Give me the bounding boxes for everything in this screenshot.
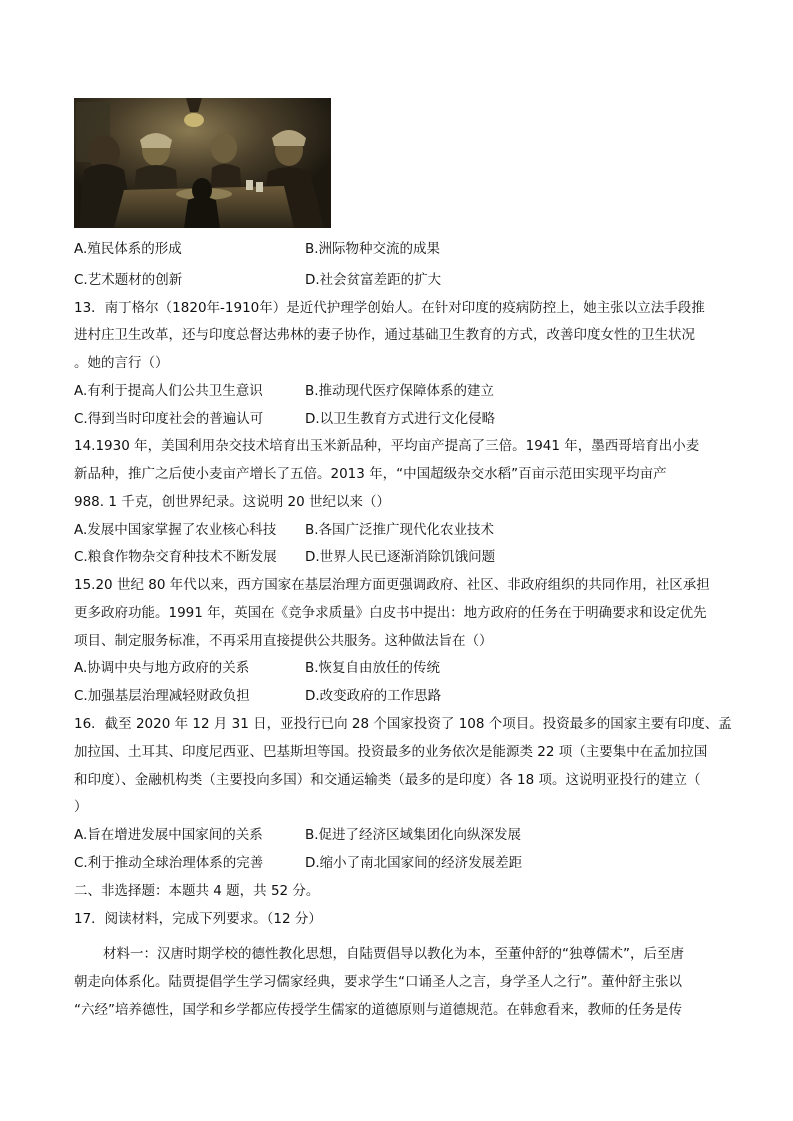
q16-stem-line-1: 16．截至 2020 年 12 月 31 日，亚投行已向 28 个国家投资了 108 个项目。投资最多的国家主要有印度、孟 [74,716,732,732]
q17-material-line-2: 朝走向体系化。陆贾提倡学生学习儒家经典，要求学生“口诵圣人之言，身学圣人之行”。董仲舒主张以 [74,974,682,990]
q16-stem-line-4: ） [74,799,88,815]
q13-option-c: C.得到当时印度社会的普遍认可 [74,411,264,427]
q12-option-a: A.殖民体系的形成 [74,241,182,257]
q13-option-a: A.有利于提高人们公共卫生意识 [74,383,263,399]
q16-option-c: C.利于推动全球治理体系的完善 [74,855,264,871]
q15-stem-line-1: 15.20 世纪 80 年代以来，西方国家在基层治理方面更强调政府、社区、非政府组织的共同作用，社区承担 [74,577,710,593]
section-2-heading: 二、非选择题：本题共 4 题，共 52 分。 [74,883,320,899]
q16-stem-line-3: 和印度）、金融机构类（主要投向多国）和交通运输类（最多的是印度）各 18 项。这说明亚投行的建立（ [74,772,701,788]
q14-stem-line-3: 988. 1 千克，创世界纪录。这说明 20 世纪以来（） [74,494,390,510]
q15-stem-line-3: 项目、制定服务标准，不再采用直接提供公共服务。这种做法旨在（） [74,633,493,649]
q15-option-a: A.协调中央与地方政府的关系 [74,660,250,676]
painting-image [74,98,331,228]
q15-stem-line-2: 更多政府功能。1991 年，英国在《竞争求质量》白皮书中提出：地方政府的任务在于明确要求和设定优先 [74,605,707,621]
q17-material-line-1: 材料一：汉唐时期学校的德性教化思想，自陆贾倡导以教化为本，至董仲舒的“独尊儒术”，后至唐 [103,946,684,962]
q14-option-b: B.各国广泛推广现代化农业技术 [305,522,495,538]
q17-material-line-3: “六经”培养德性，国学和乡学都应传授学生儒家的道德原则与道德规范。在韩愈看来，教师的任务是传 [74,1002,682,1018]
q15-option-c: C.加强基层治理减轻财政负担 [74,688,250,704]
q13-option-d: D.以卫生教育方式进行文化侵略 [305,411,496,427]
q14-stem-line-1: 14.1930 年，美国利用杂交技术培育出玉米新品种，平均亩产提高了三倍。1941 年，墨西哥培育出小麦 [74,438,700,454]
q16-option-a: A.旨在增进发展中国家间的关系 [74,827,263,843]
q14-stem-line-2: 新品种，推广之后使小麦亩产增长了五倍。2013 年，“中国超级杂交水稻”百亩示范田实现平均亩产 [74,466,667,482]
q14-option-a: A.发展中国家掌握了农业核心科技 [74,522,277,538]
q17-stem: 17．阅读材料，完成下列要求。（12 分） [74,911,322,927]
q16-option-d: D.缩小了南北国家间的经济发展差距 [305,855,523,871]
q15-option-b: B.恢复自由放任的传统 [305,660,441,676]
q13-stem-line-1: 13．南丁格尔（1820年-1910年）是近代护理学创始人。在针对印度的疫病防控上，她主张以立法手段推 [74,300,705,316]
q12-option-d: D.社会贫富差距的扩大 [305,272,442,288]
q13-option-b: B.推动现代医疗保障体系的建立 [305,383,495,399]
q13-stem-line-3: 。她的言行（） [74,355,169,371]
q15-option-d: D.改变政府的工作思路 [305,688,442,704]
q13-stem-line-2: 进村庄卫生改革，还与印度总督达弗林的妻子协作，通过基础卫生教育的方式，改善印度女性的卫生状况 [74,327,695,343]
q16-stem-line-2: 加拉国、土耳其、印度尼西亚、巴基斯坦等国。投资最多的业务依次是能源类 22 项（主要集中在孟加拉国 [74,744,708,760]
q14-option-c: C.粮食作物杂交育种技术不断发展 [74,549,277,565]
q14-option-d: D.世界人民已逐渐消除饥饿问题 [305,549,496,565]
q12-option-b: B.洲际物种交流的成果 [305,241,441,257]
q16-option-b: B.促进了经济区域集团化向纵深发展 [305,827,522,843]
q12-option-c: C.艺术题材的创新 [74,272,183,288]
potato-eaters-painting [74,98,331,228]
